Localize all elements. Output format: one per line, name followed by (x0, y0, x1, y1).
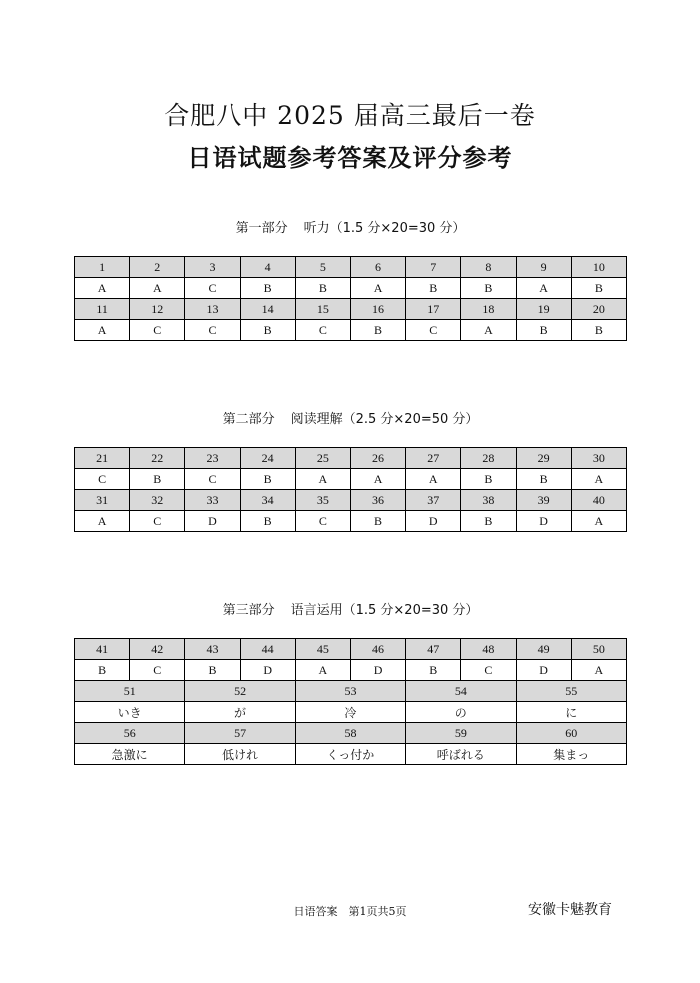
answer-cell: 冷 (295, 702, 405, 723)
question-number-cell: 19 (516, 299, 571, 320)
answer-cell: に (516, 702, 627, 723)
answer-cell: が (185, 702, 295, 723)
question-number-row (75, 681, 627, 702)
question-number-cell: 39 (516, 490, 571, 511)
question-number-cell: 46 (350, 639, 405, 660)
question-number-cell: 34 (240, 490, 295, 511)
answer-cell: C (185, 469, 240, 490)
answer-cell: B (240, 469, 295, 490)
question-number-cell: 26 (350, 448, 405, 469)
answer-cell: B (130, 469, 185, 490)
answer-cell: B (75, 660, 130, 681)
question-number-cell: 17 (406, 299, 461, 320)
answer-cell: B (516, 320, 571, 341)
section-3-desc: 语言运用（1.5 分×20=30 分） (290, 603, 479, 618)
question-number-cell: 15 (295, 299, 350, 320)
answer-cell: B (516, 469, 571, 490)
answer-cell: C (130, 660, 185, 681)
answer-cell: 低けれ (185, 744, 295, 765)
answer-cell: 急激に (75, 744, 185, 765)
answer-cell: A (516, 278, 571, 299)
answer-cell: A (295, 469, 350, 490)
question-number-cell: 20 (571, 299, 626, 320)
question-number-cell: 29 (516, 448, 571, 469)
question-number-cell: 2 (130, 257, 185, 278)
question-number-cell: 11 (75, 299, 130, 320)
question-number-cell: 35 (295, 490, 350, 511)
question-number-cell: 23 (185, 448, 240, 469)
question-number-cell: 4 (240, 257, 295, 278)
answer-cell: A (571, 660, 626, 681)
answer-cell: D (185, 511, 240, 532)
answer-cell: B (185, 660, 240, 681)
question-number-cell: 38 (461, 490, 516, 511)
question-number-cell: 18 (461, 299, 516, 320)
question-number-cell: 21 (75, 448, 130, 469)
question-number-cell: 3 (185, 257, 240, 278)
question-number-cell: 59 (406, 723, 516, 744)
answer-row (75, 320, 627, 341)
question-number-cell: 56 (75, 723, 185, 744)
answer-cell: B (461, 511, 516, 532)
answer-cell: C (461, 660, 516, 681)
question-number-cell: 13 (185, 299, 240, 320)
question-number-cell: 8 (461, 257, 516, 278)
question-number-cell: 57 (185, 723, 295, 744)
question-number-row (75, 448, 627, 469)
question-number-cell: 30 (571, 448, 626, 469)
answer-cell: B (406, 278, 461, 299)
section-1-table-body (75, 257, 627, 341)
answer-cell: B (350, 511, 405, 532)
answer-cell: 集まっ (516, 744, 627, 765)
answer-cell: C (295, 320, 350, 341)
answer-cell: A (461, 320, 516, 341)
question-number-cell: 45 (295, 639, 350, 660)
question-number-cell: 41 (75, 639, 130, 660)
section-1-table (74, 256, 627, 341)
answer-cell: C (130, 320, 185, 341)
answer-cell: C (130, 511, 185, 532)
answer-cell: B (571, 320, 626, 341)
question-number-cell: 32 (130, 490, 185, 511)
answer-row (75, 702, 627, 723)
answer-cell: C (185, 278, 240, 299)
answer-cell: B (295, 278, 350, 299)
answer-row (75, 511, 627, 532)
answer-cell: A (406, 469, 461, 490)
answer-cell: D (350, 660, 405, 681)
section-2-name: 第二部分 (222, 412, 275, 427)
school-title: 合肥八中 2025 届高三最后一卷 (164, 101, 536, 130)
section-3-heading (74, 599, 627, 618)
section-3-table-body (75, 639, 627, 765)
question-number-cell: 52 (185, 681, 295, 702)
answer-cell: いき (75, 702, 185, 723)
answer-cell: A (75, 511, 130, 532)
question-number-cell: 9 (516, 257, 571, 278)
answer-cell: くっ付か (295, 744, 405, 765)
question-number-cell: 47 (406, 639, 461, 660)
answer-cell: A (75, 278, 130, 299)
answer-cell: B (461, 469, 516, 490)
answer-row (75, 278, 627, 299)
section-2-table-body (75, 448, 627, 532)
answer-cell: B (240, 320, 295, 341)
section-1-desc: 听力（1.5 分×20=30 分） (303, 221, 466, 236)
question-number-cell: 48 (461, 639, 516, 660)
question-number-cell: 7 (406, 257, 461, 278)
section-3-table (74, 638, 627, 765)
answer-row (75, 660, 627, 681)
answer-cell: A (350, 278, 405, 299)
answer-cell: D (406, 511, 461, 532)
answer-cell: A (75, 320, 130, 341)
question-number-cell: 55 (516, 681, 627, 702)
question-number-cell: 22 (130, 448, 185, 469)
question-number-row (75, 639, 627, 660)
section-3-name: 第三部分 (222, 603, 275, 618)
publisher-name: 安徽卡魅教育 (528, 902, 612, 918)
answer-cell: C (75, 469, 130, 490)
answer-cell: A (130, 278, 185, 299)
question-number-cell: 14 (240, 299, 295, 320)
answer-row (75, 744, 627, 765)
answer-cell: A (295, 660, 350, 681)
answer-cell: C (406, 320, 461, 341)
question-number-row (75, 490, 627, 511)
question-number-cell: 24 (240, 448, 295, 469)
answer-cell: A (571, 511, 626, 532)
question-number-cell: 5 (295, 257, 350, 278)
section-1-heading (74, 217, 627, 236)
question-number-cell: 58 (295, 723, 405, 744)
question-number-cell: 27 (406, 448, 461, 469)
answer-cell: D (516, 660, 571, 681)
question-number-cell: 53 (295, 681, 405, 702)
question-number-cell: 28 (461, 448, 516, 469)
page-footer-label: 日语答案 第1页共5页 (293, 905, 407, 918)
section-2-table (74, 447, 627, 532)
question-number-cell: 49 (516, 639, 571, 660)
question-number-cell: 51 (75, 681, 185, 702)
answer-cell: B (571, 278, 626, 299)
question-number-cell: 37 (406, 490, 461, 511)
answer-cell: 呼ばれる (406, 744, 516, 765)
answer-cell: B (461, 278, 516, 299)
question-number-cell: 33 (185, 490, 240, 511)
document-title: 日语试题参考答案及评分参考 (187, 144, 513, 172)
question-number-cell: 60 (516, 723, 627, 744)
answer-cell: の (406, 702, 516, 723)
answer-cell: D (516, 511, 571, 532)
question-number-cell: 31 (75, 490, 130, 511)
question-number-cell: 12 (130, 299, 185, 320)
question-number-row (75, 723, 627, 744)
answer-cell: A (350, 469, 405, 490)
answer-cell: C (295, 511, 350, 532)
question-number-cell: 10 (571, 257, 626, 278)
section-2-desc: 阅读理解（2.5 分×20=50 分） (290, 412, 479, 427)
question-number-cell: 42 (130, 639, 185, 660)
answer-cell: A (571, 469, 626, 490)
answer-cell: B (350, 320, 405, 341)
question-number-cell: 36 (350, 490, 405, 511)
question-number-row (75, 257, 627, 278)
question-number-cell: 44 (240, 639, 295, 660)
answer-cell: B (406, 660, 461, 681)
answer-cell: C (185, 320, 240, 341)
answer-cell: B (240, 278, 295, 299)
question-number-cell: 16 (350, 299, 405, 320)
answer-cell: B (240, 511, 295, 532)
question-number-cell: 50 (571, 639, 626, 660)
section-2-heading (74, 408, 627, 427)
question-number-cell: 40 (571, 490, 626, 511)
question-number-cell: 6 (350, 257, 405, 278)
question-number-cell: 25 (295, 448, 350, 469)
question-number-cell: 1 (75, 257, 130, 278)
section-1-name: 第一部分 (235, 221, 288, 236)
answer-row (75, 469, 627, 490)
answer-cell: D (240, 660, 295, 681)
question-number-row (75, 299, 627, 320)
question-number-cell: 43 (185, 639, 240, 660)
question-number-cell: 54 (406, 681, 516, 702)
